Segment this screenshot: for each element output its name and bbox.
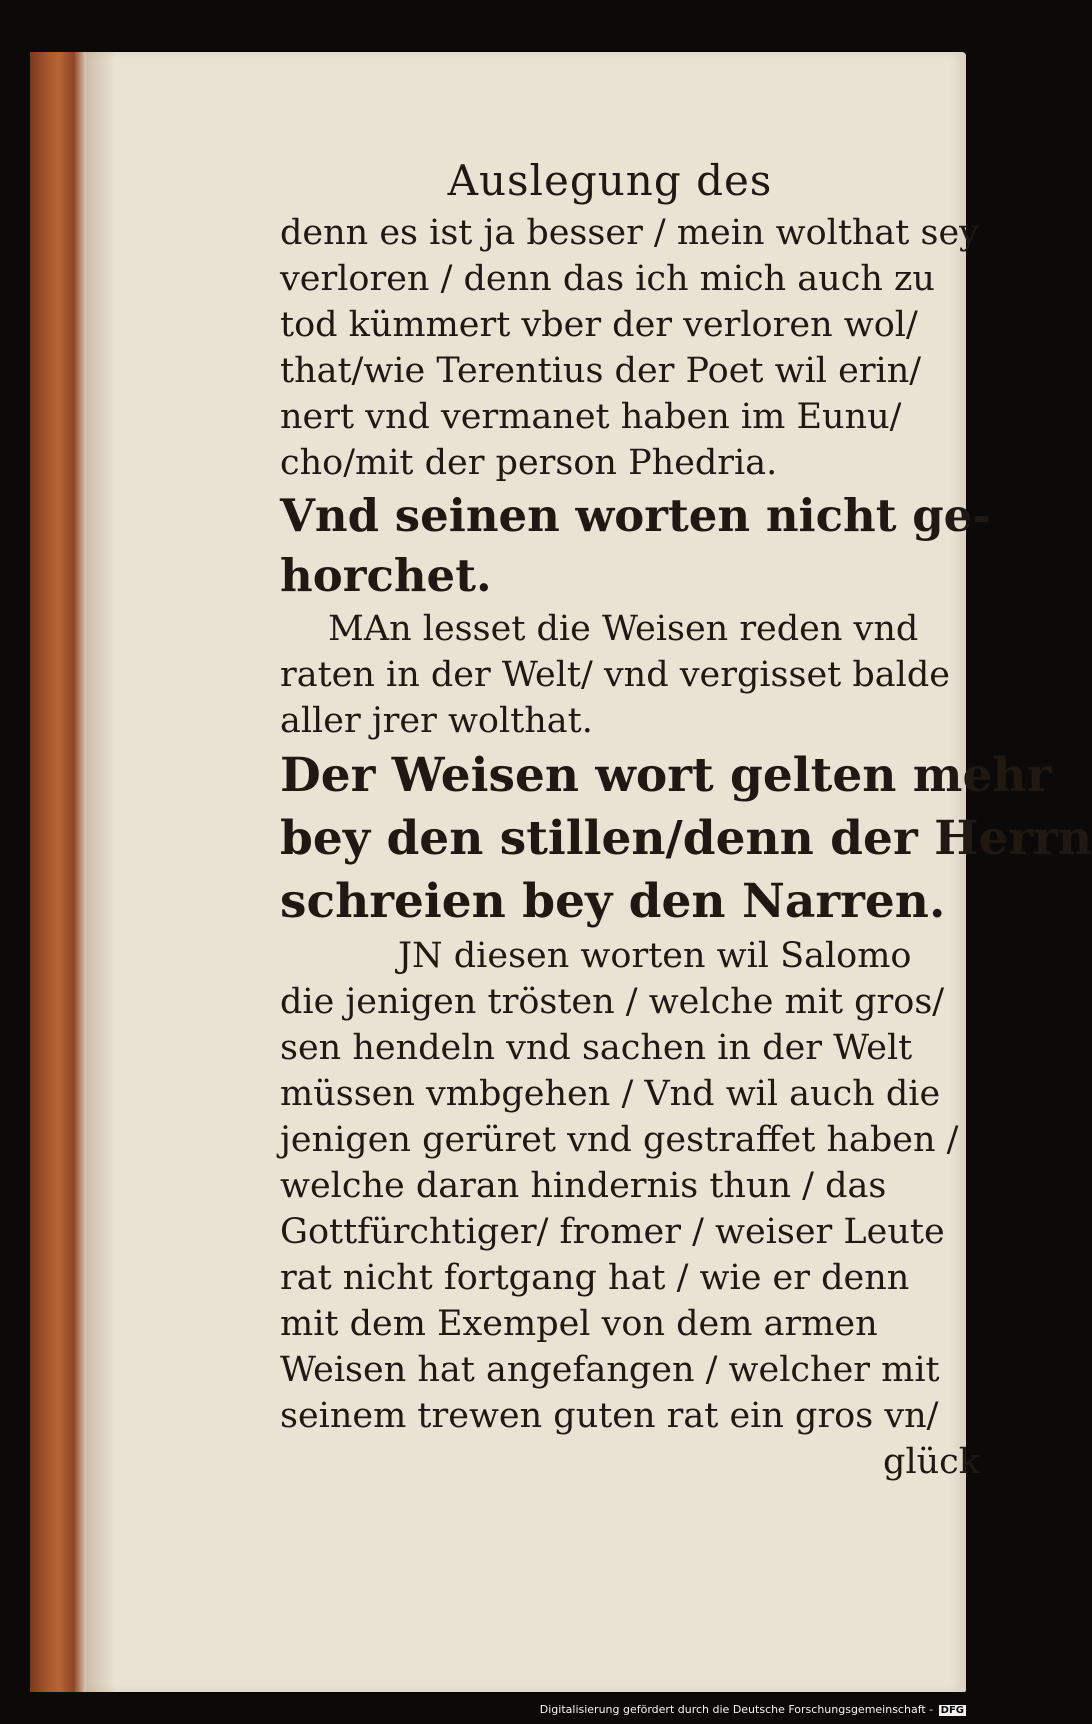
paragraph-1 xyxy=(280,210,980,486)
credit-text: Digitalisierung gefördert durch die Deutsche Forschungsgemeinschaft - xyxy=(539,1703,934,1716)
text-line: Weisen hat angefangen / welcher mit xyxy=(280,1350,940,1390)
binding-shadow xyxy=(86,52,116,1692)
heading-line: schreien bey den Narren. xyxy=(280,874,946,929)
text-line: die jenigen trösten / welche mit gros/ xyxy=(280,982,945,1022)
text-line: seinem trewen guten rat ein gros vn/ xyxy=(280,1396,939,1436)
heading-line: Der Weisen wort gelten mehr xyxy=(280,748,1052,803)
catchword: glück xyxy=(883,1442,980,1482)
text-line: rat nicht fortgang hat / wie er denn xyxy=(280,1258,910,1298)
text-line: raten in der Welt/ vnd vergisset balde xyxy=(280,655,950,695)
book-page xyxy=(30,52,1092,1692)
page-text xyxy=(280,152,1092,1485)
paragraph-2 xyxy=(280,606,980,744)
text-line: MAn lesset die Weisen reden vnd xyxy=(328,609,919,649)
text-line: JN diesen worten wil Salomo xyxy=(398,936,912,976)
text-line: sen hendeln vnd sachen in der Welt xyxy=(280,1028,913,1068)
heading-line: horchet. xyxy=(280,549,492,602)
text-line: müssen vmbgehen / Vnd wil auch die xyxy=(280,1074,941,1114)
text-line: cho/mit der person Phedria. xyxy=(280,443,778,483)
text-line: welche daran hindernis thun / das xyxy=(280,1166,887,1206)
section-heading-1 xyxy=(280,486,991,606)
heading-line: Vnd seinen worten nicht ge- xyxy=(280,489,991,542)
text-line: nert vnd vermanet haben im Eunu/ xyxy=(280,397,902,437)
text-line: tod kümmert vber der verloren wol/ xyxy=(280,305,918,345)
text-line: Gottfürchtiger/ fromer / weiser Leute xyxy=(280,1212,945,1252)
running-header: Auslegung des xyxy=(447,156,773,205)
text-line: mit dem Exempel von dem armen xyxy=(280,1304,878,1344)
dfg-logo: DFG xyxy=(940,1705,964,1716)
text-line: verloren / denn das ich mich auch zu xyxy=(280,259,935,299)
paragraph-3 xyxy=(280,933,980,1439)
digitization-credit xyxy=(540,1703,966,1716)
text-line: that/wie Terentius der Poet wil erin/ xyxy=(280,351,922,391)
heading-line: bey den stillen/denn der Herrn xyxy=(280,811,1092,866)
text-line: aller jrer wolthat. xyxy=(280,701,593,741)
book-binding xyxy=(30,52,86,1692)
section-heading-2 xyxy=(280,744,1092,933)
text-line: jenigen gerüret vnd gestraffet haben / xyxy=(280,1120,959,1160)
text-line: denn es ist ja besser / mein wolthat sey xyxy=(280,213,979,253)
